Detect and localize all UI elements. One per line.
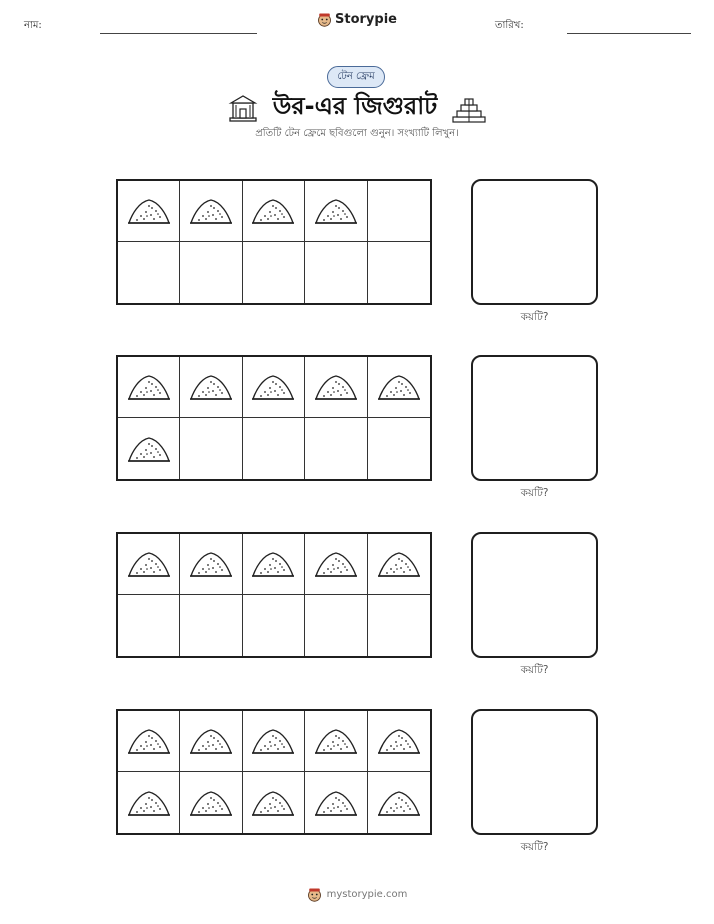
sand-pile-icon (126, 786, 172, 820)
sand-pile-icon (188, 786, 234, 820)
name-line[interactable] (100, 33, 257, 34)
ten-frame-cell (180, 534, 242, 595)
sand-pile-icon (376, 786, 422, 820)
ten-frame (116, 532, 432, 658)
ten-frame-cell (305, 418, 367, 479)
ten-frame-cell (305, 772, 367, 833)
sand-pile-icon (188, 370, 234, 404)
ten-frame (116, 355, 432, 481)
ten-frame-cell (180, 181, 242, 242)
ten-frame-cell (243, 595, 305, 656)
how-many-label: কয়টি? (520, 311, 549, 323)
ten-frame-cell (368, 357, 430, 418)
brand-logo (0, 12, 714, 27)
ten-frame-cell (118, 418, 180, 479)
sand-pile-icon (313, 724, 359, 758)
answer-box[interactable] (471, 709, 598, 835)
how-many-label: কয়টি? (520, 841, 549, 853)
ten-frame (116, 709, 432, 835)
ziggurat-icon (451, 93, 487, 123)
sand-pile-icon (313, 370, 359, 404)
sand-pile-icon (188, 194, 234, 228)
name-label: নাম: (24, 20, 42, 31)
mascot-icon (317, 12, 332, 27)
footer (0, 887, 714, 902)
ten-frame-cell (243, 711, 305, 772)
sand-pile-icon (250, 370, 296, 404)
ten-frame-cell (305, 595, 367, 656)
topic-badge: টেন ফ্রেম (327, 66, 385, 88)
ten-frame-cell (243, 772, 305, 833)
sand-pile-icon (376, 547, 422, 581)
sand-pile-icon (126, 547, 172, 581)
sand-pile-icon (250, 786, 296, 820)
date-line[interactable] (567, 33, 691, 34)
ten-frame-cell (118, 711, 180, 772)
sand-pile-icon (188, 724, 234, 758)
how-many-label: কয়টি? (520, 487, 549, 499)
ten-frame-cell (118, 772, 180, 833)
ten-frame-cell (305, 711, 367, 772)
ten-frame-cell (305, 357, 367, 418)
page-title: উর-এর জিগুরাট (272, 92, 438, 120)
sand-pile-icon (126, 432, 172, 466)
answer-box[interactable] (471, 532, 598, 658)
ten-frame-cell (243, 181, 305, 242)
ten-frame (116, 179, 432, 305)
ten-frame-cell (118, 534, 180, 595)
ten-frame-cell (368, 595, 430, 656)
sand-pile-icon (313, 547, 359, 581)
ten-frame-cell (368, 242, 430, 303)
sand-pile-icon (250, 724, 296, 758)
ten-frame-cell (118, 181, 180, 242)
ten-frame-cell (368, 418, 430, 479)
ten-frame-cell (118, 595, 180, 656)
title-row (0, 88, 714, 128)
sand-pile-icon (313, 786, 359, 820)
ten-frame-cell (243, 534, 305, 595)
sand-pile-icon (126, 370, 172, 404)
ten-frame-cell (180, 772, 242, 833)
ten-frame-cell (180, 711, 242, 772)
answer-box[interactable] (471, 355, 598, 481)
sand-pile-icon (126, 194, 172, 228)
sand-pile-icon (250, 194, 296, 228)
brand-name: Storypie (335, 12, 397, 27)
sand-pile-icon (126, 724, 172, 758)
ten-frame-cell (368, 534, 430, 595)
sand-pile-icon (250, 547, 296, 581)
ten-frame-cell (180, 357, 242, 418)
date-label: তারিখ: (495, 20, 524, 31)
ten-frame-cell (305, 242, 367, 303)
ten-frame-cell (243, 357, 305, 418)
mascot-icon (307, 887, 322, 902)
ten-frame-cell (180, 242, 242, 303)
ten-frame-cell (368, 181, 430, 242)
ten-frame-cell (180, 418, 242, 479)
ten-frame-cell (118, 242, 180, 303)
sand-pile-icon (376, 370, 422, 404)
sand-pile-icon (188, 547, 234, 581)
ten-frame-cell (368, 772, 430, 833)
ten-frame-cell (118, 357, 180, 418)
sand-pile-icon (313, 194, 359, 228)
ten-frame-cell (305, 534, 367, 595)
ten-frame-cell (368, 711, 430, 772)
ten-frame-cell (180, 595, 242, 656)
ten-frame-cell (243, 418, 305, 479)
how-many-label: কয়টি? (520, 664, 549, 676)
answer-box[interactable] (471, 179, 598, 305)
sand-pile-icon (376, 724, 422, 758)
instructions: প্রতিটি টেন ফ্রেমে ছবিগুলো গুনুন। সংখ্যাটি লিখুন। (255, 128, 459, 139)
temple-icon (227, 93, 259, 123)
footer-url[interactable]: mystorypie.com (326, 889, 408, 900)
ten-frame-cell (305, 181, 367, 242)
ten-frame-cell (243, 242, 305, 303)
